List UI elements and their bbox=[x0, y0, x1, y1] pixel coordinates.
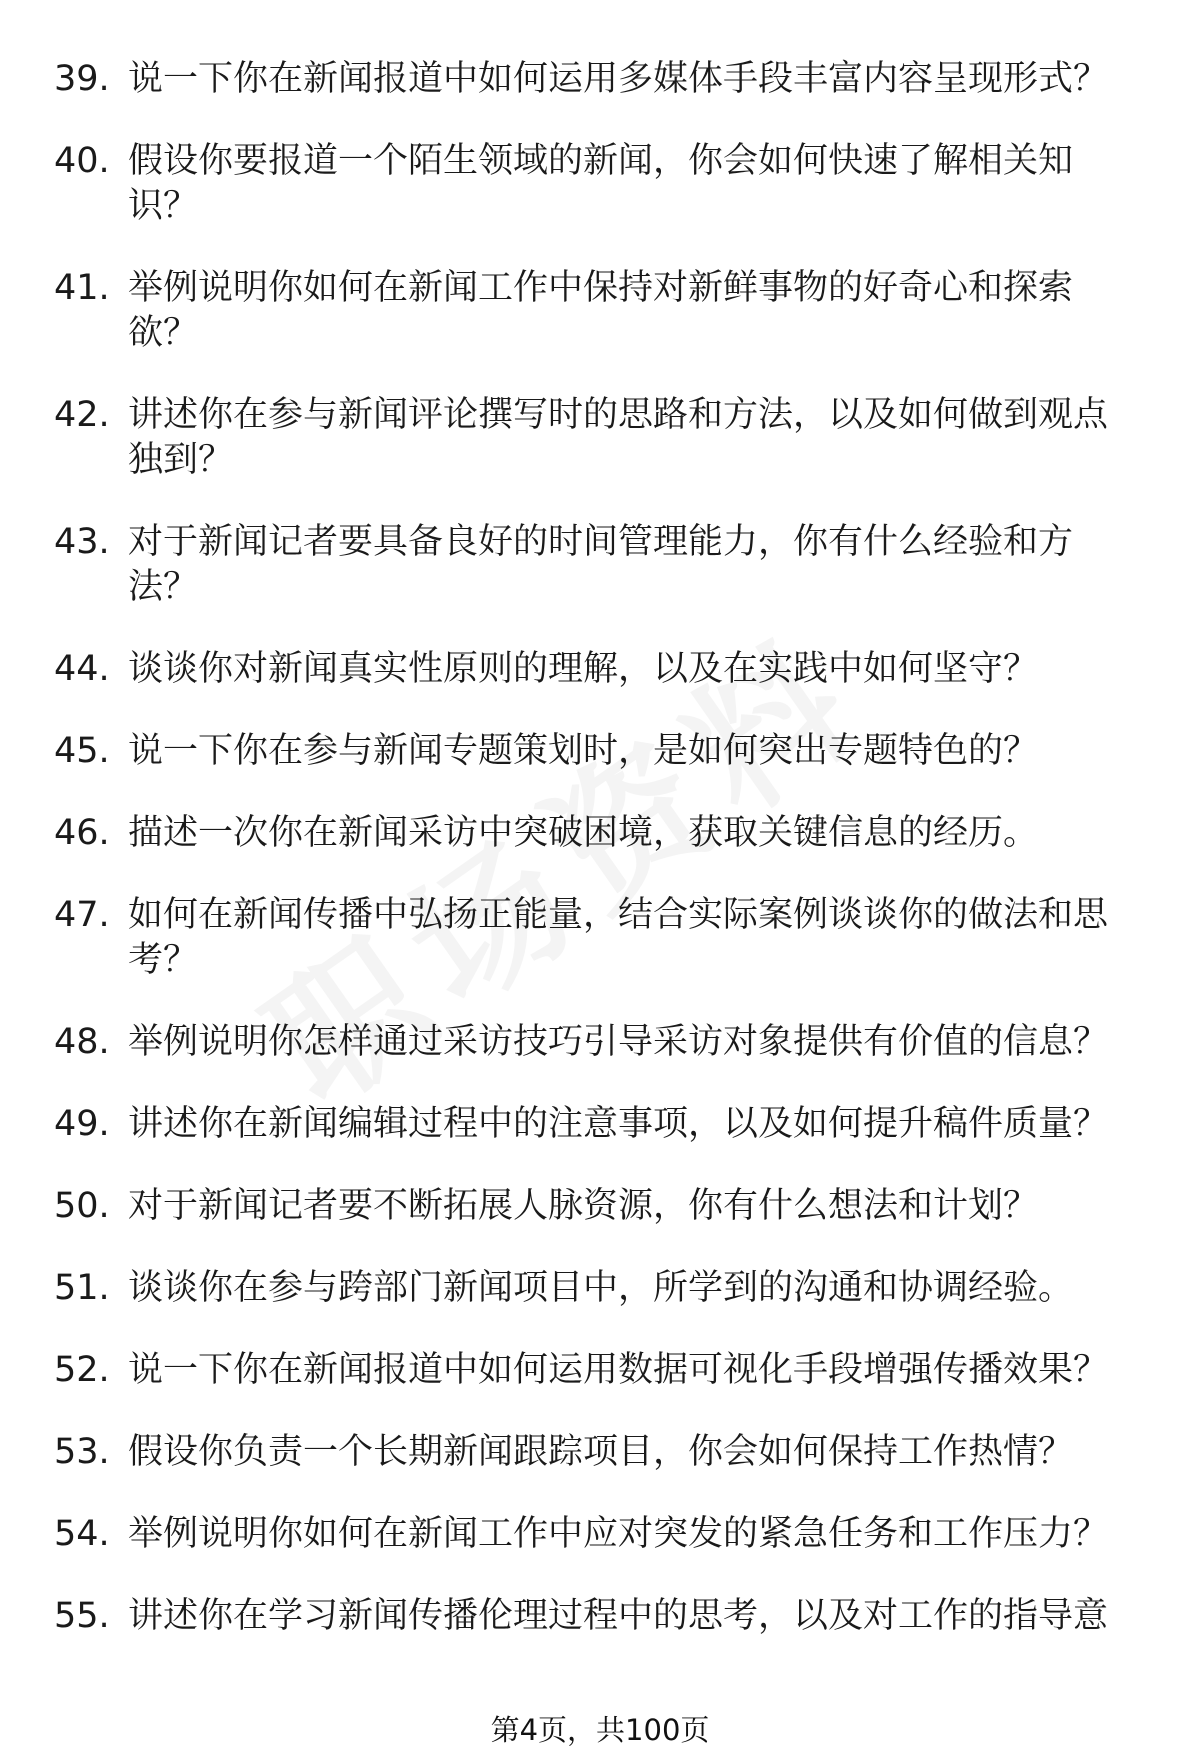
question-number: 53. bbox=[54, 1432, 110, 1472]
question-number: 40. bbox=[54, 141, 110, 181]
question-item bbox=[0, 57, 1200, 102]
question-item bbox=[0, 520, 1200, 610]
question-item bbox=[0, 729, 1200, 774]
question-item bbox=[0, 893, 1200, 983]
question-item bbox=[0, 1266, 1200, 1311]
question-item bbox=[0, 393, 1200, 483]
question-text: 举例说明你如何在新闻工作中应对突发的紧急任务和工作压力？ bbox=[128, 1514, 1109, 1554]
question-text: 说一下你在新闻报道中如何运用数据可视化手段增强传播效果？ bbox=[128, 1350, 1109, 1390]
question-number: 41. bbox=[54, 268, 110, 308]
question-item bbox=[0, 1102, 1200, 1147]
question-item bbox=[0, 1348, 1200, 1393]
question-text: 讲述你在参与新闻评论撰写时的思路和方法，以及如何做到观点独到？ bbox=[128, 395, 1109, 480]
question-item bbox=[0, 1184, 1200, 1229]
question-number: 52. bbox=[54, 1350, 110, 1390]
question-number: 43. bbox=[54, 522, 110, 562]
question-text: 举例说明你怎样通过采访技巧引导采访对象提供有价值的信息？ bbox=[128, 1022, 1109, 1062]
question-item bbox=[0, 1512, 1200, 1557]
question-item bbox=[0, 811, 1200, 856]
question-text: 举例说明你如何在新闻工作中保持对新鲜事物的好奇心和探索欲？ bbox=[128, 268, 1074, 353]
question-item bbox=[0, 1020, 1200, 1065]
question-text: 说一下你在参与新闻专题策划时，是如何突出专题特色的？ bbox=[128, 731, 1039, 771]
question-text: 对于新闻记者要不断拓展人脉资源，你有什么想法和计划？ bbox=[128, 1186, 1039, 1226]
question-item bbox=[0, 1430, 1200, 1475]
question-text: 谈谈你在参与跨部门新闻项目中，所学到的沟通和协调经验。 bbox=[128, 1268, 1074, 1308]
question-text: 描述一次你在新闻采访中突破困境，获取关键信息的经历。 bbox=[128, 813, 1039, 853]
question-text: 假设你要报道一个陌生领域的新闻，你会如何快速了解相关知识？ bbox=[128, 141, 1074, 226]
question-number: 54. bbox=[54, 1514, 110, 1554]
question-text: 假设你负责一个长期新闻跟踪项目，你会如何保持工作热情？ bbox=[128, 1432, 1074, 1472]
question-number: 49. bbox=[54, 1104, 110, 1144]
question-number: 46. bbox=[54, 813, 110, 853]
question-text: 讲述你在新闻编辑过程中的注意事项，以及如何提升稿件质量？ bbox=[128, 1104, 1109, 1144]
question-number: 44. bbox=[54, 649, 110, 689]
question-number: 39. bbox=[54, 59, 110, 99]
question-item bbox=[0, 266, 1200, 356]
question-number: 50. bbox=[54, 1186, 110, 1226]
question-item bbox=[0, 1594, 1200, 1639]
question-text: 说一下你在新闻报道中如何运用多媒体手段丰富内容呈现形式？ bbox=[128, 59, 1109, 99]
question-number: 47. bbox=[54, 895, 110, 935]
question-item bbox=[0, 139, 1200, 229]
question-text: 讲述你在学习新闻传播伦理过程中的思考，以及对工作的指导意 bbox=[128, 1596, 1109, 1636]
question-number: 45. bbox=[54, 731, 110, 771]
question-text: 如何在新闻传播中弘扬正能量，结合实际案例谈谈你的做法和思考？ bbox=[128, 895, 1109, 980]
question-list bbox=[0, 57, 1200, 1676]
question-number: 51. bbox=[54, 1268, 110, 1308]
question-text: 对于新闻记者要具备良好的时间管理能力，你有什么经验和方法？ bbox=[128, 522, 1074, 607]
page-footer: 第4页，共100页 bbox=[490, 1713, 710, 1747]
question-number: 48. bbox=[54, 1022, 110, 1062]
question-number: 55. bbox=[54, 1596, 110, 1636]
question-text: 谈谈你对新闻真实性原则的理解，以及在实践中如何坚守？ bbox=[128, 649, 1039, 689]
question-number: 42. bbox=[54, 395, 110, 435]
question-item bbox=[0, 647, 1200, 692]
